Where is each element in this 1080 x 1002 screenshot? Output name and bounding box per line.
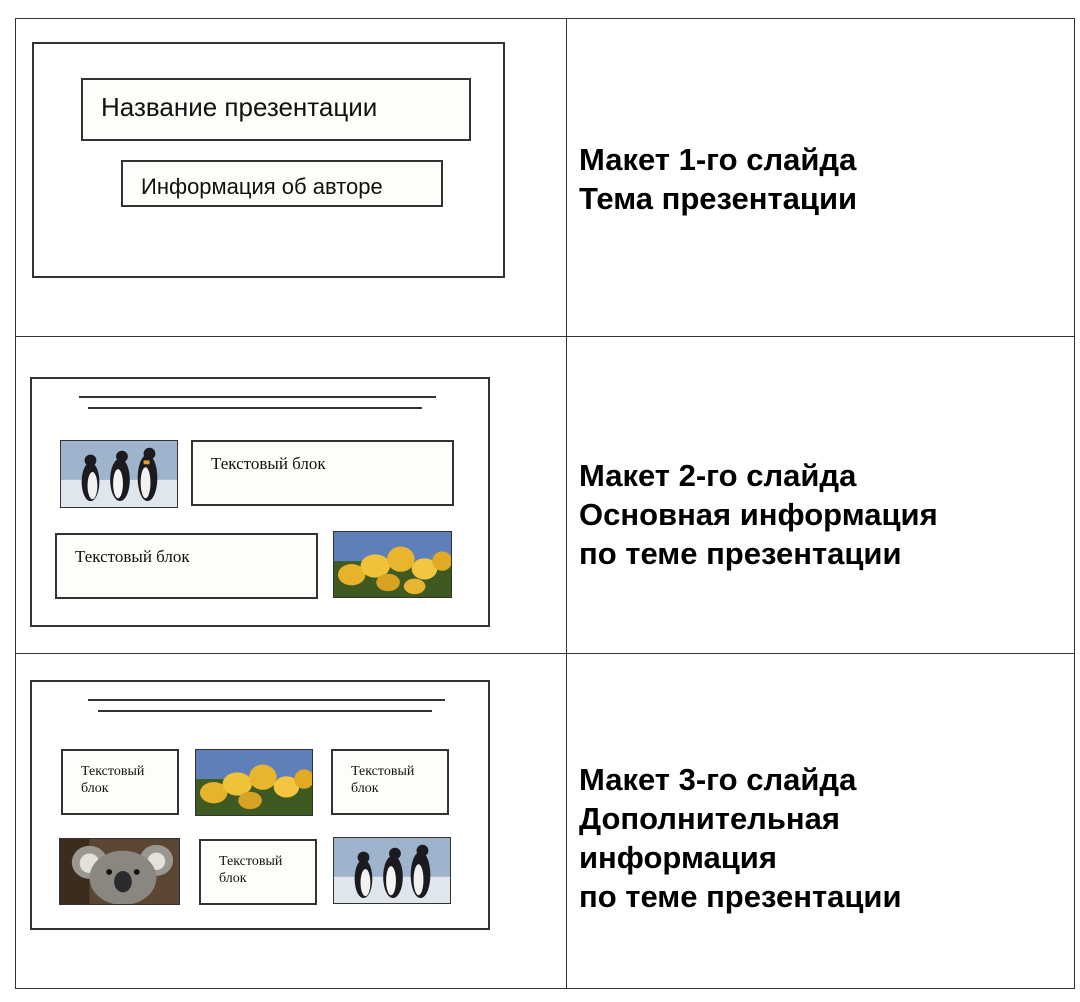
- text-block-label: блок: [219, 871, 247, 886]
- text-block: [199, 839, 317, 905]
- slide-3-layout: [30, 680, 490, 930]
- table-row: [16, 19, 1074, 337]
- author-info-box: [121, 160, 443, 207]
- text-block-label: Текстовый: [351, 764, 415, 779]
- text-block: [55, 533, 318, 599]
- text-block-label: Текстовый блок: [211, 454, 326, 473]
- caption-line: по теме презентации: [579, 536, 902, 571]
- caption-line: информация: [579, 840, 777, 875]
- penguins-image: [333, 837, 451, 904]
- tulips-image: [333, 531, 452, 598]
- title-line: [88, 699, 445, 701]
- text-block-label: Текстовый: [81, 764, 145, 779]
- caption-line: Тема презентации: [579, 181, 858, 216]
- row-caption: [579, 760, 902, 916]
- slide-1-layout: [32, 42, 505, 278]
- row-caption: [579, 140, 857, 218]
- caption-line: Макет 2-го слайда: [579, 458, 857, 493]
- text-block: [331, 749, 449, 815]
- table-row: [16, 337, 1074, 654]
- text-block-label: блок: [351, 781, 379, 796]
- caption-line: по теме презентации: [579, 879, 902, 914]
- caption-line: Дополнительная: [579, 801, 840, 836]
- caption-line: Макет 1-го слайда: [579, 142, 857, 177]
- title-line: [88, 407, 422, 409]
- text-block-label: блок: [81, 781, 109, 796]
- title-line: [98, 710, 432, 712]
- presentation-title-text: Название презентации: [101, 92, 378, 122]
- caption-line: Основная информация: [579, 497, 938, 532]
- text-block: [191, 440, 454, 506]
- layout-table: [15, 18, 1075, 989]
- table-row: [16, 654, 1074, 988]
- text-block-label: Текстовый блок: [75, 547, 190, 566]
- slide-2-layout: [30, 377, 490, 627]
- presentation-title-box: [81, 78, 471, 141]
- text-block-label: Текстовый: [219, 854, 283, 869]
- title-line: [79, 396, 436, 398]
- text-block: [61, 749, 179, 815]
- caption-line: Макет 3-го слайда: [579, 762, 857, 797]
- author-info-text: Информация об авторе: [141, 174, 383, 199]
- tulips-image: [195, 749, 313, 816]
- penguins-image: [60, 440, 178, 508]
- row-caption: [579, 456, 938, 573]
- koala-image: [59, 838, 180, 905]
